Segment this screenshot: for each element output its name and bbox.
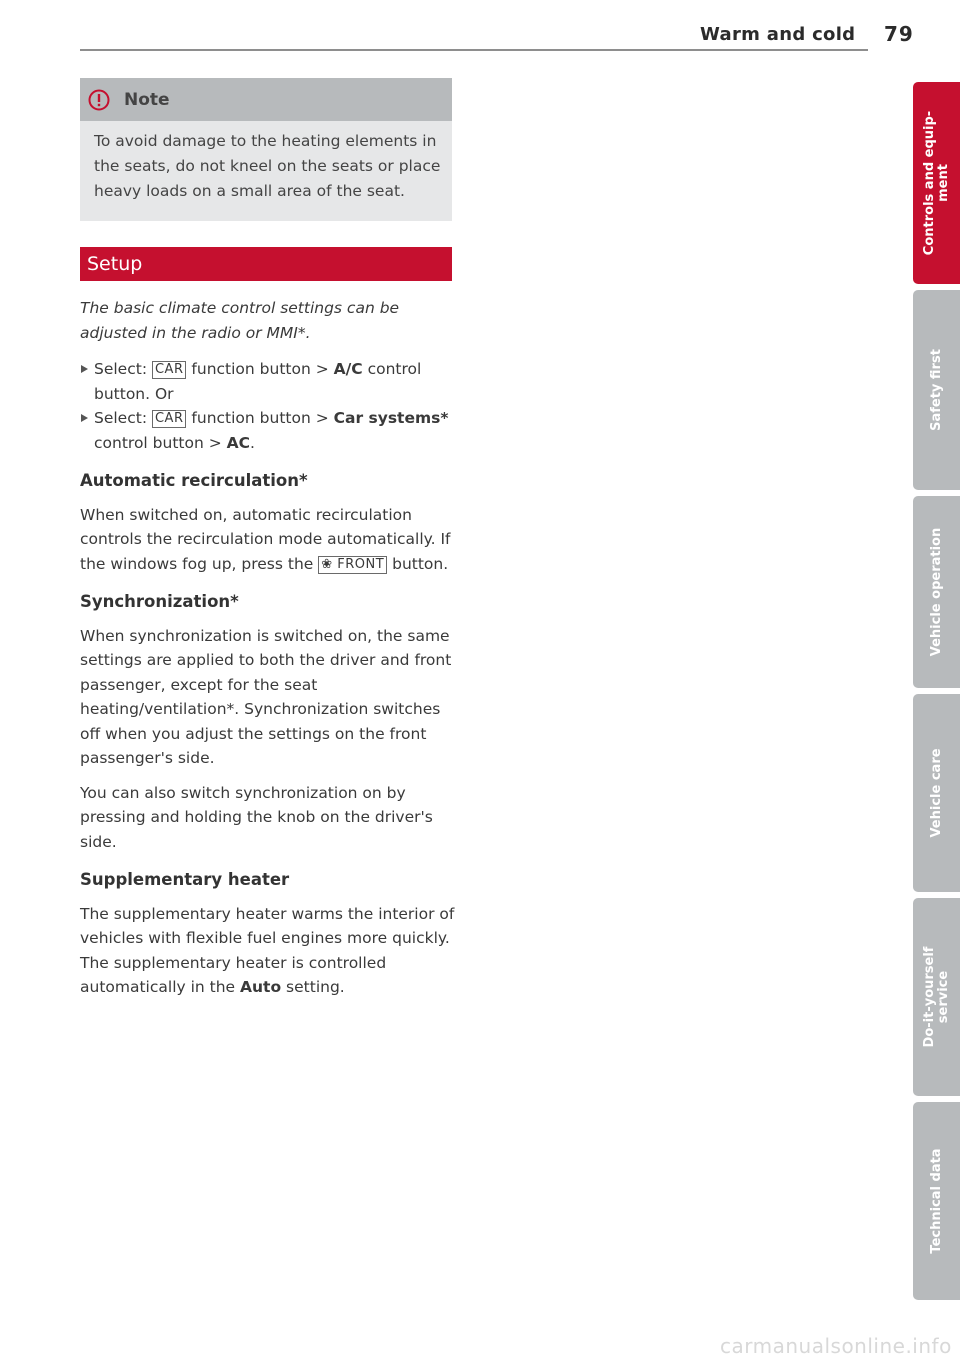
step-text: Select: [94,409,152,427]
paragraph-text: button. [387,554,449,573]
step-text: control button. Or [94,360,422,403]
setup-intro: The basic climate control settings can be adjusted in the radio or MMI*. [80,299,400,342]
bullet-triangle-icon [81,365,88,373]
section-banner-setup [80,247,452,281]
section-title: Setup [87,253,143,275]
tab-technical-data[interactable] [913,1102,960,1300]
note-title: Note [124,89,170,110]
car-key-label: CAR [152,410,187,428]
header-rule [80,49,868,51]
front-key-label: ❀ FRONT [318,556,387,574]
page-number: 79 [884,22,914,46]
synchronization-paragraph-2: You can also switch synchronization on by pressing and holding the knob on the driver's side. [80,783,433,851]
step-target: A/C [333,360,363,378]
watermark: carmanualsonline.info [720,1334,952,1358]
paragraph-text: The supplementary heater warms the interior of vehicles with flexible fuel engines more quickly. The supplementary heater is controlled automatically in the [80,904,455,996]
heading-automatic-recirculation: Automatic recirculation* [80,471,308,490]
heading-synchronization: Synchronization* [80,592,239,611]
note-box [80,78,452,221]
instruction-step-1 [80,357,458,406]
running-header-title: Warm and cold [700,24,856,45]
tab-label: Do-it-yourself service [921,946,951,1048]
auto-setting-label: Auto [240,978,282,996]
tab-label: Technical data [928,1148,944,1254]
tab-do-it-yourself-service[interactable] [913,898,960,1096]
tab-label: Vehicle operation [928,527,944,657]
heading-supplementary-heater: Supplementary heater [80,870,290,889]
exclamation-circle-icon [88,89,110,111]
step-text: function button > [186,409,334,427]
supplementary-heater-paragraph [80,902,458,1000]
tab-safety-first[interactable] [913,290,960,490]
tab-vehicle-care[interactable] [913,694,960,892]
main-content [80,296,458,1010]
step-text: . [250,433,255,452]
tab-controls-and-equipment[interactable] [913,82,960,284]
step-text: control button > [94,433,227,452]
paragraph-text: When switched on, automatic recirculation controls the recirculation mode automatically. If the windows fog up, press the [80,505,451,573]
paragraph-text: setting. [281,978,345,996]
note-header [80,78,452,121]
step-text: Select: [94,360,152,378]
synchronization-paragraph-1: When synchronization is switched on, the same settings are applied to both the driver and front passenger, except for the seat heating/ventilation*. Synchronization switches off when you adjust the settings on the front passenger's side. [80,626,452,767]
tab-label: Controls and equip- ment [921,110,951,256]
car-key-label: CAR [152,361,187,379]
step-text: function button > [186,360,334,378]
tab-vehicle-operation[interactable] [913,496,960,688]
step-target: AC [226,433,250,452]
tab-label: Vehicle care [928,748,944,838]
note-body: To avoid damage to the heating elements in the seats, do not kneel on the seats or place heavy loads on a small area of the seat. [94,132,441,200]
recirculation-paragraph [80,503,458,577]
tab-label: Safety first [928,349,944,431]
bullet-triangle-icon [81,414,88,422]
step-target: Car systems* [333,409,449,427]
instruction-step-2 [80,406,458,455]
